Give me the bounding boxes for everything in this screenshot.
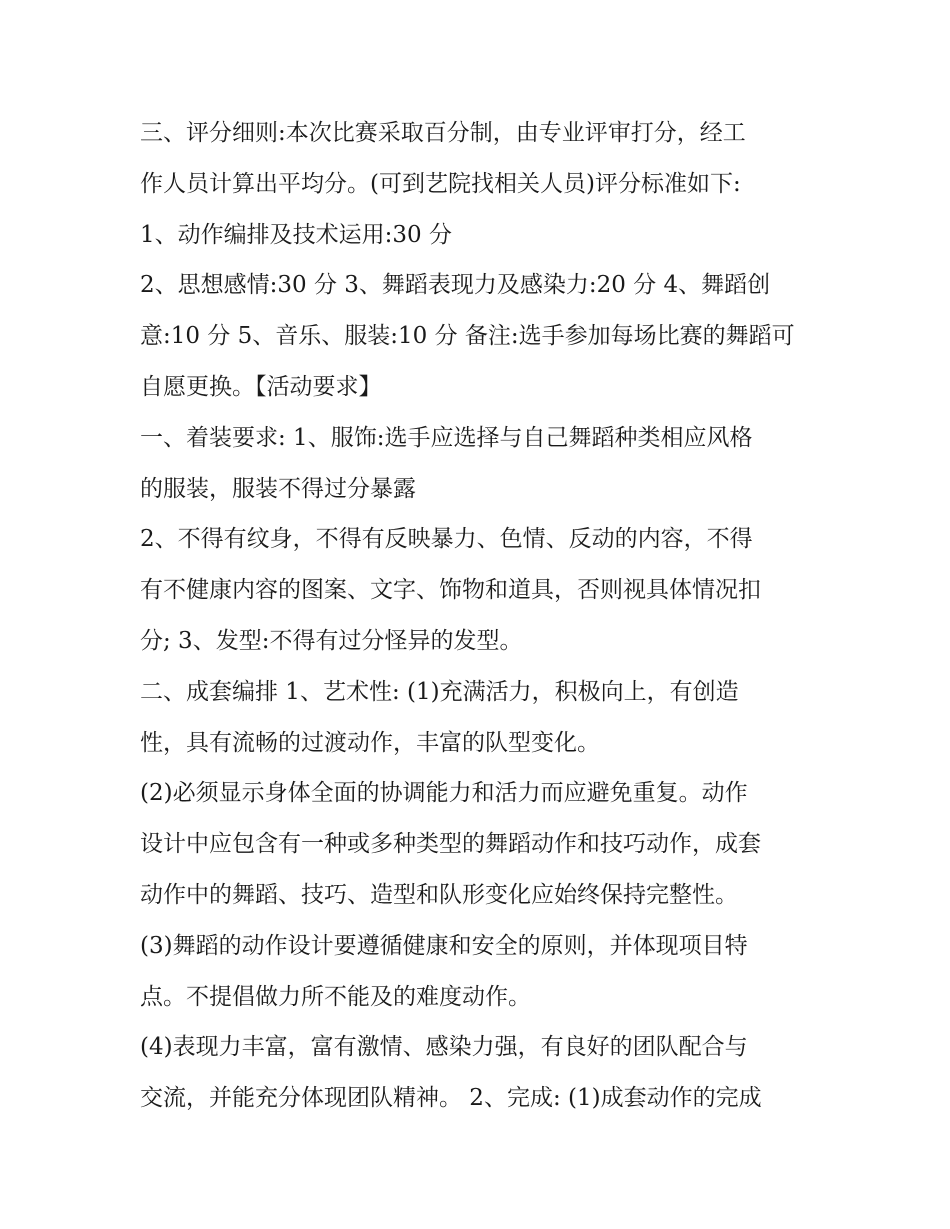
text-line: 点。不提倡做力所不能及的难度动作。 [140, 983, 531, 1010]
text-line: 1、动作编排及技术运用:30 分 [140, 221, 452, 248]
text-line: 性，具有流畅的过渡动作，丰富的队型变化。 [140, 729, 600, 756]
text-line: 有不健康内容的图案、文字、饰物和道具，否则视具体情况扣 [140, 577, 761, 604]
text-line: 作人员计算出平均分。(可到艺院找相关人员)评分标准如下: [140, 170, 741, 197]
text-line: 三、评分细则:本次比赛采取百分制，由专业评审打分，经工 [140, 120, 746, 146]
text-line: 交流，并能充分体现团队精神。 2、完成: (1)成套动作的完成 [140, 1085, 762, 1112]
text-line: 2、思想感情:30 分 3、舞蹈表现力及感染力:20 分 4、舞蹈创 [140, 272, 771, 299]
text-line: 分; 3、发型:不得有过分怪异的发型。 [140, 627, 523, 654]
text-line: (4)表现力丰富，富有激情、感染力强，有良好的团队配合与 [140, 1034, 748, 1061]
text-line: 2、不得有纹身，不得有反映暴力、色情、反动的内容，不得 [140, 526, 753, 553]
text-line: 二、成套编排 1、艺术性: (1)充满活力，积极向上，有创造 [140, 678, 739, 705]
text-line: 一、着装要求: 1、服饰:选手应选择与自己舞蹈种类相应风格 [140, 424, 753, 451]
text-line: 设计中应包含有一种或多种类型的舞蹈动作和技巧动作，成套 [140, 831, 761, 858]
text-line: 的服装，服装不得过分暴露 [140, 475, 416, 502]
document-body [140, 108, 820, 1124]
text-line: 自愿更换。【活动要求】 [140, 373, 382, 400]
text-line: (2)必须显示身体全面的协调能力和活力而应避免重复。动作 [140, 780, 748, 807]
text-line: 动作中的舞蹈、技巧、造型和队形变化应始终保持完整性。 [140, 881, 738, 908]
text-line: (3)舞蹈的动作设计要遵循健康和安全的原则，并体现项目特 [140, 932, 748, 959]
text-line: 意:10 分 5、音乐、服装:10 分 备注:选手参加每场比赛的舞蹈可 [140, 323, 795, 350]
